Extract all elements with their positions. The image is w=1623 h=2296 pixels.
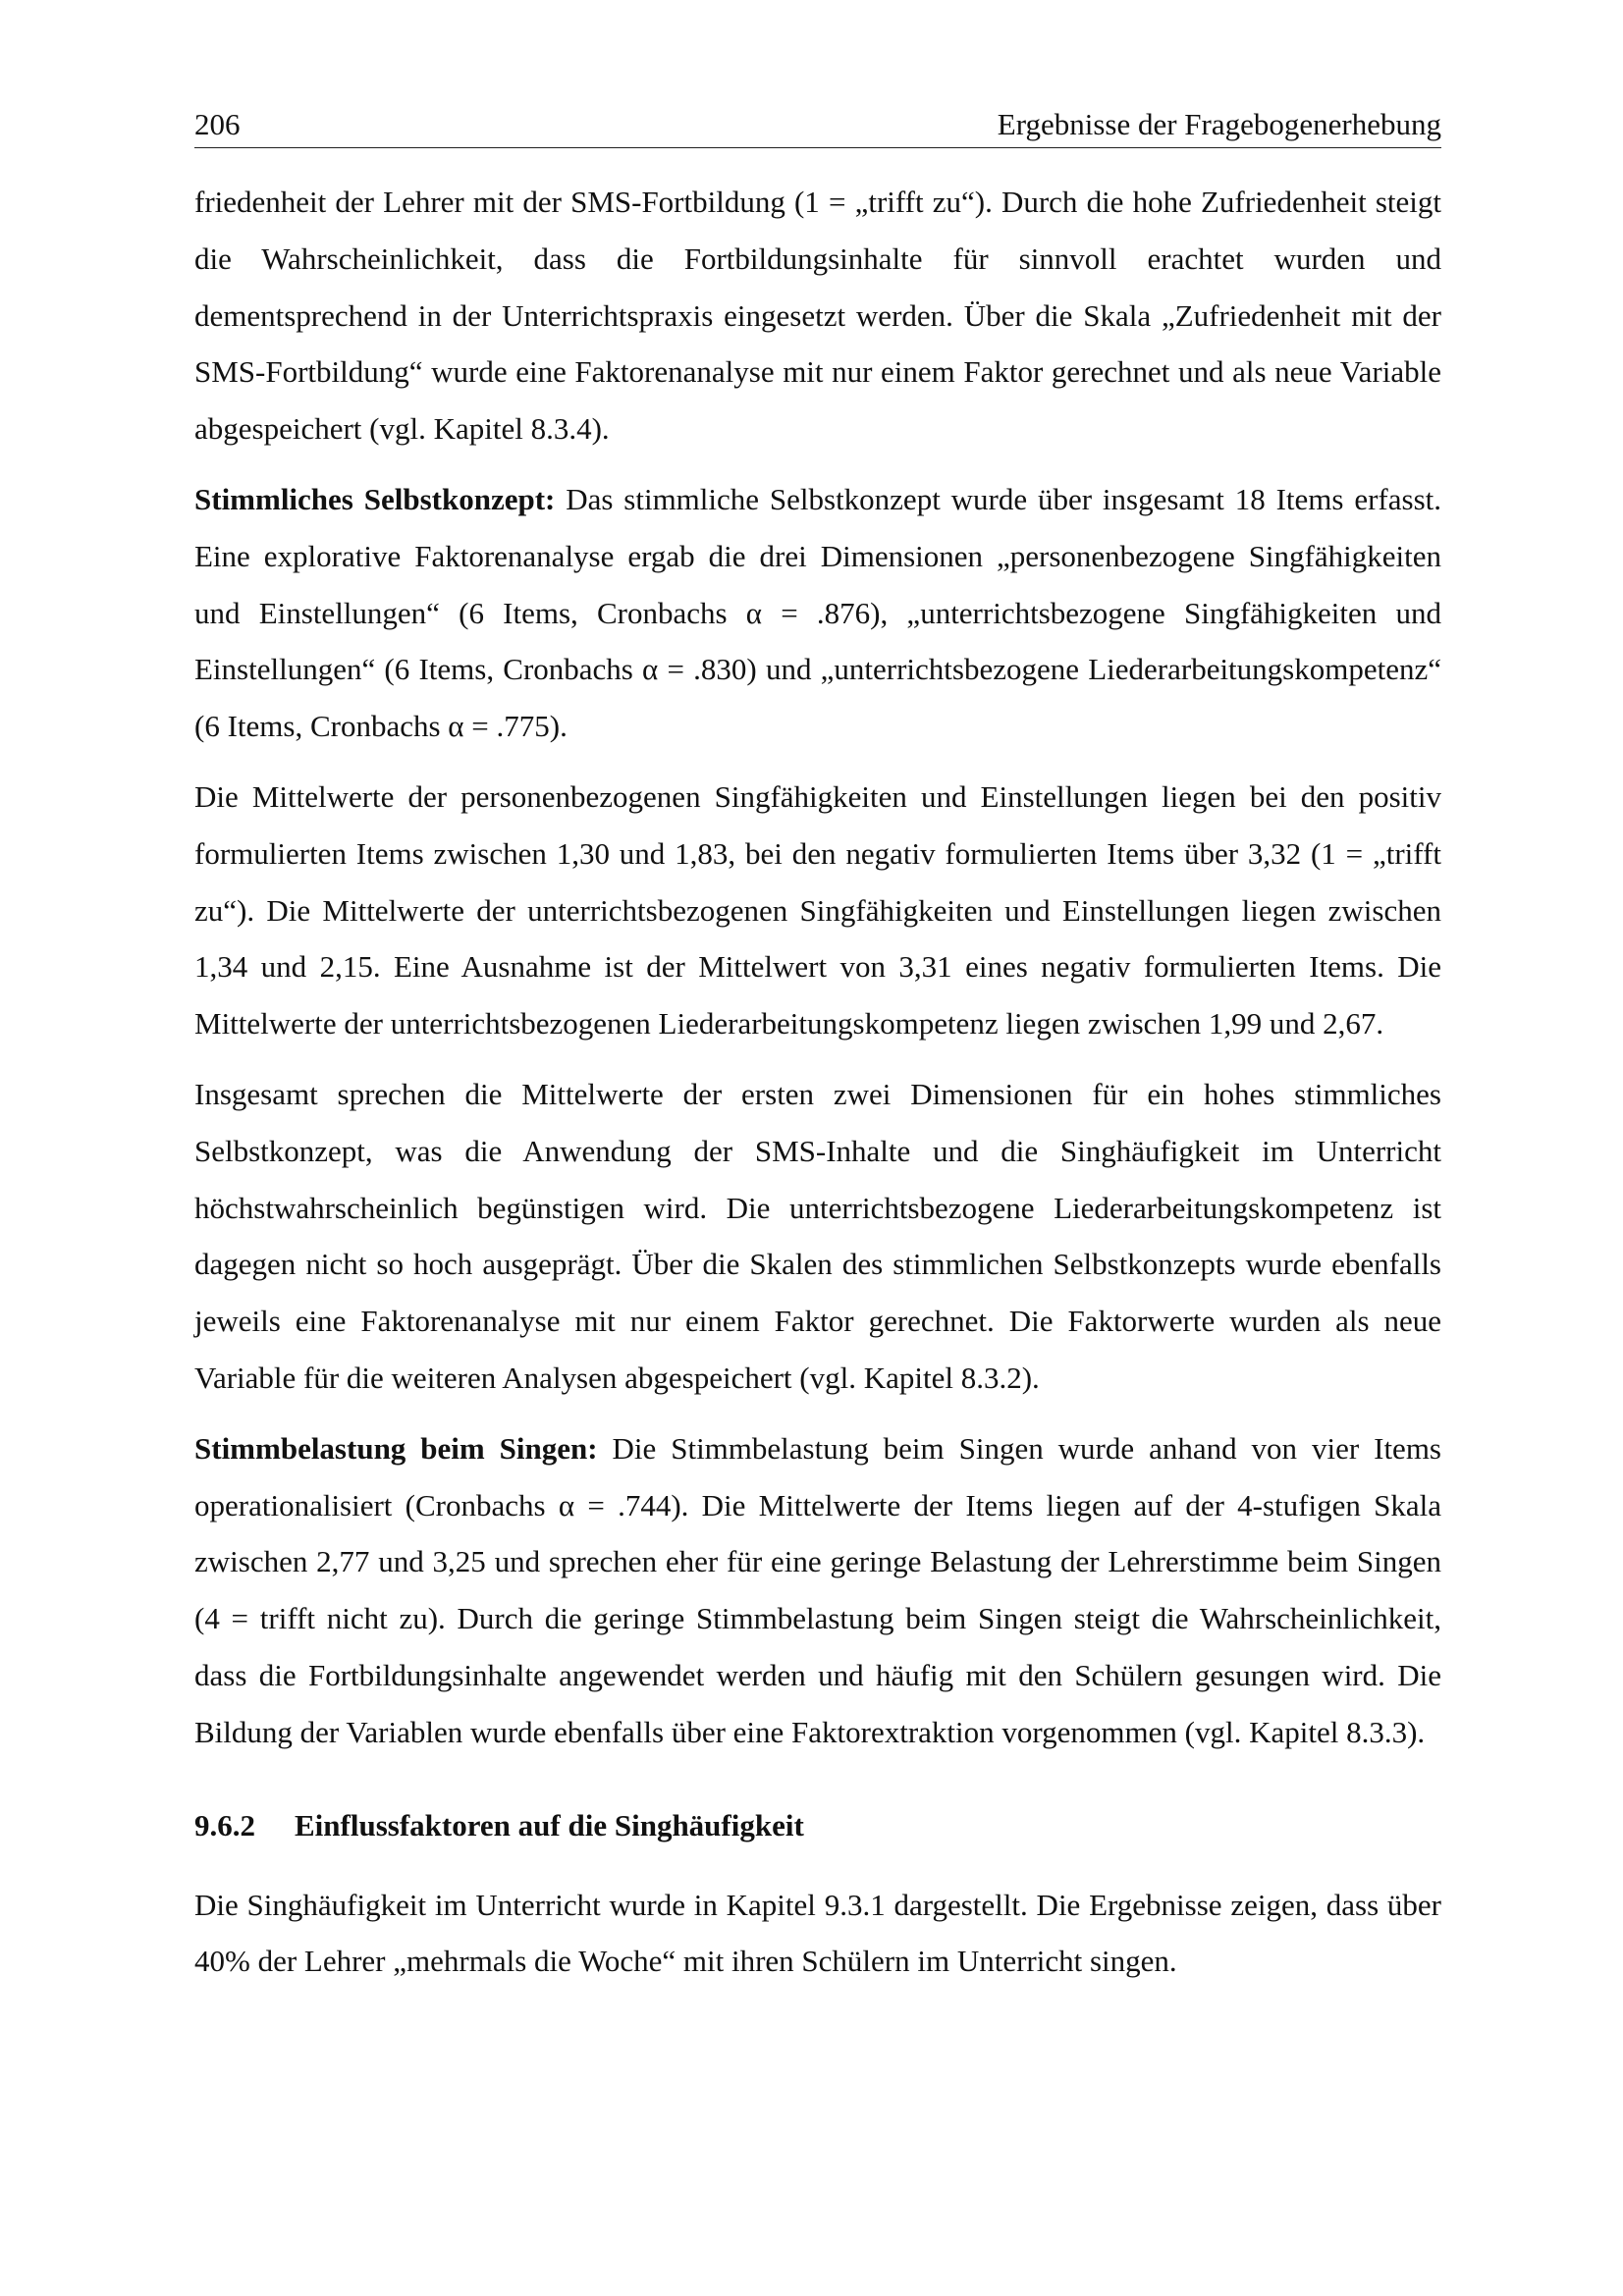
page-number: 206 bbox=[194, 107, 241, 141]
document-page bbox=[194, 106, 1441, 2003]
page-body bbox=[194, 174, 1441, 1990]
paragraph-stimmliches-selbstkonzept bbox=[194, 471, 1441, 755]
paragraph-text: Das stimmliche Selbstkonzept wurde über insgesamt 18 Items erfasst. Eine explorative Faktorenanalyse ergab die drei Dimensionen „personenbezogene Singfähigkeiten und Einstellungen“ (6 Items, Cronbachs α = .876), „unterrichtsbezogene Singfähigkeiten und Einstellungen“ (6 Items, Cronbachs α = .830) und „unterrichtsbezogene Liederarbeitungskompetenz“ (6 Items, Cronbachs α = .775). bbox=[194, 481, 1441, 744]
section-heading bbox=[194, 1806, 1441, 1845]
paragraph-insgesamt: Insgesamt sprechen die Mittelwerte der ersten zwei Dimensionen für ein hohes stimmliches Selbstkonzept, was die Anwendung der SMS-Inhalte und die Singhäufigkeit im Unterricht höchstwahrscheinlich begünstigen wird. Die unterrichtsbezogene Liederarbeitungskompetenz ist dagegen nicht so hoch ausgeprägt. Über die Skalen des stimmlichen Selbstkonzepts wurde ebenfalls jeweils eine Faktorenanalyse mit nur einem Faktor gerechnet. Die Faktorwerte wurden als neue Variable für die weiteren Analysen abgespeichert (vgl. Kapitel 8.3.2). bbox=[194, 1076, 1441, 1395]
paragraph-text: Die Stimmbelastung beim Singen wurde anhand von vier Items operationalisiert (Cronbachs α = .744). Die Mittelwerte der Items liegen auf der 4-stufigen Skala zwischen 2,77 und 3,25 und sprechen eher für eine geringe Belastung der Lehrerstimme beim Singen (4 = trifft nicht zu). Durch die geringe Stimmbelastung beim Singen steigt die Wahrscheinlichkeit, dass die Fortbildungsinhalte angewendet werden und häufig mit den Schülern gesungen wird. Die Bildung der Variablen wurde ebenfalls über eine Faktorextraktion vorgenommen (vgl. Kapitel 8.3.3). bbox=[194, 1430, 1441, 1749]
paragraph-zufriedenheit: friedenheit der Lehrer mit der SMS-Fortbildung (1 = „trifft zu“). Durch die hohe Zufriedenheit steigt die Wahrscheinlichkeit, dass die Fortbildungsinhalte für sinnvoll erachtet wurden und dementsprechend in der Unterrichtspraxis eingesetzt werden. Über die Skala „Zufriedenheit mit der SMS-Fortbildung“ wurde eine Faktorenanalyse mit nur einem Faktor gerechnet und als neue Variable abgespeichert (vgl. Kapitel 8.3.4). bbox=[194, 185, 1441, 447]
section-title: Einflussfaktoren auf die Singhäufigkeit bbox=[295, 1807, 804, 1842]
run-in-heading-stimmbelastung: Stimmbelastung beim Singen: bbox=[194, 1430, 598, 1466]
run-in-heading-selbstkonzept: Stimmliches Selbstkonzept: bbox=[194, 481, 556, 516]
paragraph-singhaeufigkeit: Die Singhäufigkeit im Unterricht wurde in Kapitel 9.3.1 dargestellt. Die Ergebnisse zeigen, dass über 40% der Lehrer „mehrmals die Woche“ mit ihren Schülern im Unterricht singen. bbox=[194, 1887, 1441, 1979]
running-title: Ergebnisse der Fragebogenerhebung bbox=[997, 107, 1441, 141]
running-header bbox=[194, 106, 1441, 148]
paragraph-mittelwerte: Die Mittelwerte der personenbezogenen Singfähigkeiten und Einstellungen liegen bei den positiv formulierten Items zwischen 1,30 und 1,83, bei den negativ formulierten Items über 3,32 (1 = „trifft zu“). Die Mittelwerte der unterrichtsbezogenen Singfähigkeiten und Einstellungen liegen zwischen 1,34 und 2,15. Eine Ausnahme ist der Mittelwert von 3,31 eines negativ formulierten Items. Die Mittelwerte der unterrichtsbezogenen Liederarbeitungskompetenz liegen zwischen 1,99 und 2,67. bbox=[194, 778, 1441, 1041]
section-number: 9.6.2 bbox=[194, 1807, 255, 1842]
paragraph-stimmbelastung bbox=[194, 1420, 1441, 1761]
